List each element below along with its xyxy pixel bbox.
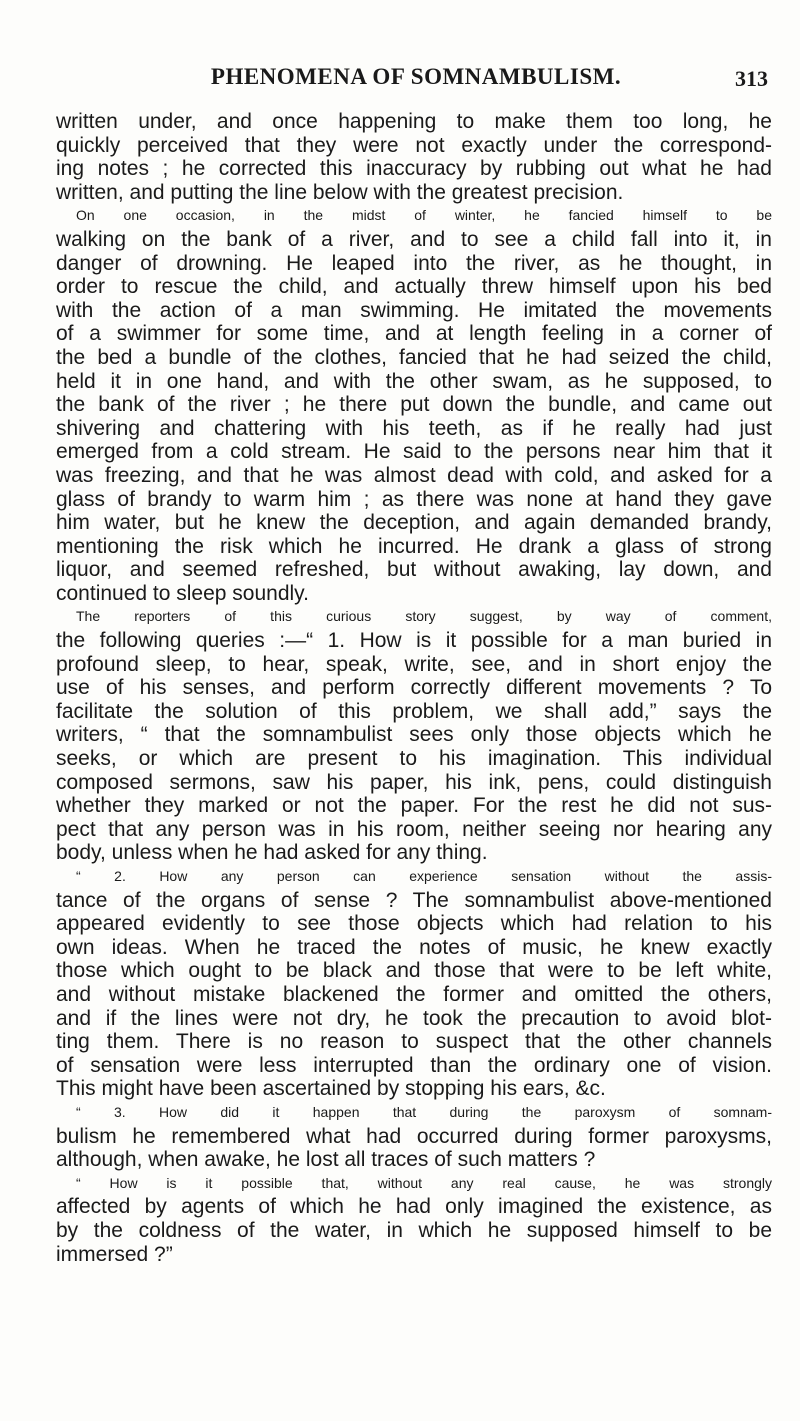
text-line: walking on the bank of a river, and to see a child fall into it, in [56, 227, 772, 251]
text-line: The reporters of this curious story suggest, by way of comment, [76, 608, 772, 625]
text-line: pect that any person was in his room, neither seeing nor hearing any [56, 817, 772, 841]
text-line: affected by agents of which he had only imagined the existence, as [56, 1195, 772, 1219]
text-line: those which ought to be black and those that were to be left white, [56, 959, 772, 983]
text-line: bulism he remembered what had occurred during former paroxysms, [56, 1124, 772, 1148]
text-line: danger of drowning. He leaped into the river, as he thought, in [56, 251, 772, 275]
text-line: although, when awake, he lost all traces of such matters ? [56, 1148, 596, 1172]
text-line: tance of the organs of sense ? The somnambulist above-mentioned [56, 888, 772, 912]
text-line: liquor, and seemed refreshed, but without awaking, lay down, and [56, 558, 772, 582]
text-line: written under, and once happening to make them too long, he [56, 110, 772, 133]
text-line: shivering and chattering with his teeth, as if he really had just [56, 416, 772, 440]
text-line: ing notes ; he corrected this inaccuracy by rubbing out what he had [56, 157, 772, 181]
text-line: “ 2. How any person can experience sensation without the assis- [76, 868, 772, 884]
text-line: body, unless when he had asked for any thing. [56, 841, 488, 865]
page-number: 313 [735, 66, 768, 91]
text-line: “ How is it possible that, without any real cause, he was strongly [76, 1174, 772, 1191]
text-line: continued to sleep soundly. [56, 581, 309, 605]
text-line: emerged from a cold stream. He said to the persons near him that it [56, 440, 772, 464]
text-line: quickly perceived that they were not exactly under the correspond- [56, 133, 772, 157]
running-title: PHENOMENA OF SOMNAMBULISM. [210, 64, 622, 89]
text-line: held it in one hand, and with the other swam, as he supposed, to [56, 369, 772, 393]
text-line: ting them. There is no reason to suspect that the other channels [56, 1030, 772, 1054]
text-line: immersed ?” [56, 1242, 173, 1266]
text-line: of a swimmer for some time, and at length feeling in a corner of [56, 322, 772, 346]
text-line: order to rescue the child, and actually threw himself upon his bed [56, 275, 772, 299]
text-line: own ideas. When he traced the notes of music, he knew exactly [56, 935, 772, 959]
text-line: writers, “ that the somnambulist sees only those objects which he [56, 723, 772, 747]
text-line: On one occasion, in the midst of winter, he fancied himself to be [76, 207, 772, 224]
text-line: appeared evidently to see those objects which had relation to his [56, 912, 772, 936]
text-line: seeks, or which are present to his imagination. This individual [56, 747, 772, 771]
text-line: the bed a bundle of the clothes, fancied that he had seized the child, [56, 345, 772, 369]
text-line: was freezing, and that he was almost dead with cold, and asked for a [56, 463, 772, 487]
text-line: the bank of the river ; he there put down the bundle, and came out [56, 393, 772, 417]
body-text [56, 110, 772, 1266]
running-head [58, 60, 774, 100]
text-line: by the coldness of the water, in which he supposed himself to be [56, 1218, 772, 1242]
text-line: with the action of a man swimming. He imitated the movements [56, 298, 772, 322]
text-line: him water, but he knew the deception, and again demanded brandy, [56, 511, 772, 535]
text-line: This might have been ascertained by stopping his ears, &c. [56, 1077, 606, 1101]
text-line: and if the lines were not dry, he took the precaution to avoid blot- [56, 1006, 772, 1030]
text-line: and without mistake blackened the former and omitted the others, [56, 982, 772, 1006]
text-line: whether they marked or not the paper. For the rest he did not sus- [56, 794, 772, 818]
text-line: facilitate the solution of this problem, we shall add,” says the [56, 699, 772, 723]
text-line: composed sermons, saw his paper, his ink, pens, could distinguish [56, 770, 772, 794]
text-line: glass of brandy to warm him ; as there was none at hand they gave [56, 487, 772, 511]
text-line: “ 3. How did it happen that during the paroxysm of somnam- [76, 1103, 772, 1120]
text-line: mentioning the risk which he incurred. He drank a glass of strong [56, 534, 772, 558]
text-line: of sensation were less interrupted than the ordinary one of vision. [56, 1053, 772, 1077]
text-line: profound sleep, to hear, speak, write, see, and in short enjoy the [56, 652, 772, 676]
text-line: use of his senses, and perform correctly different movements ? To [56, 676, 772, 700]
text-line: written, and putting the line below with the greatest precision. [56, 180, 624, 204]
text-line: the following queries :—“ 1. How is it possible for a man buried in [56, 629, 772, 653]
